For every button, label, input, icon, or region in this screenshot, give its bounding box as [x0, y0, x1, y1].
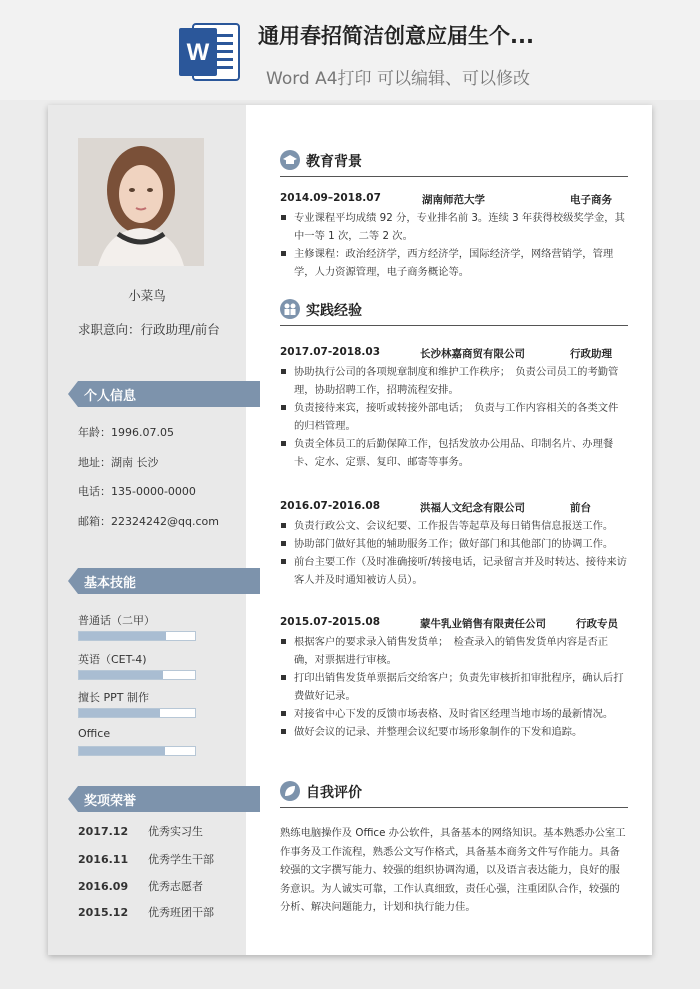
- award-name: 优秀志愿者: [148, 880, 203, 893]
- section-title-education: 教育背景: [306, 154, 362, 170]
- job-row: [280, 500, 628, 515]
- job-duty-list: [280, 517, 628, 589]
- leaf-icon: [280, 781, 300, 801]
- edu-period: 2014.09–2018.07: [280, 192, 381, 204]
- list-item: 对接省中心下发的反馈市场表格、及时省区经理当地市场的最新情况。: [280, 705, 628, 723]
- profile-photo: [78, 138, 204, 266]
- skill-fill: [79, 671, 163, 679]
- skill-name: Office: [78, 727, 111, 740]
- skill-fill: [79, 632, 166, 640]
- list-item: 负责全体员工的后勤保障工作，包括发放办公用品、印制名片、办理餐卡、定水、定票、复印、邮寄等事务。: [280, 435, 628, 471]
- section-header-experience: [280, 299, 628, 326]
- self-eval-text: 熟练电脑操作及 Office 办公软件，具备基本的网络知识。基本熟悉办公室工作事务及工作流程，熟悉公文写作格式，具备基本商务文件写作能力。具备较强的文字撰写能力、较强的组织协调沟通，以及语言表达能力，良好的服务意识。为人诚实可靠，工作认真细致，责任心强，注重团队合作，较强的分析、解决问题能力，计划和执行能力佳。: [280, 827, 626, 913]
- skill-name: 普通话（二甲）: [78, 614, 155, 627]
- list-item: 协助执行公司的各项规章制度和维护工作秩序； 负责公司员工的考勤管理，协助招聘工作，招聘流程安排。: [280, 363, 628, 399]
- job-role: 行政助理: [570, 348, 612, 360]
- skill-bar: [78, 708, 196, 718]
- word-logo-letter: W: [186, 39, 210, 66]
- job-period: 2016.07-2016.08: [280, 500, 381, 512]
- award-item: [78, 878, 203, 894]
- job-role: 前台: [570, 502, 591, 514]
- award-year: 2016.09: [78, 880, 129, 893]
- list-item: 做好会议的记录、并整理会议纪要市场形象制作的下发和追踪。: [280, 723, 628, 741]
- skill-item: [78, 651, 198, 680]
- edu-school: 湖南师范大学: [422, 194, 485, 206]
- section-header-self-eval: [280, 781, 628, 808]
- list-item: 负责接待来宾，接听或转接外部电话； 负责与工作内容相关的各类文件的归档管理。: [280, 399, 628, 435]
- info-address: 地址：湖南 长沙: [78, 456, 159, 469]
- section-title-awards: 奖项荣誉: [84, 794, 137, 809]
- award-name: 优秀班团干部: [148, 906, 214, 919]
- skill-item: [78, 689, 198, 718]
- edu-major: 电子商务: [570, 194, 612, 206]
- job-intent: 求职意向：行政助理/前台: [78, 322, 220, 337]
- job-role: 行政专员: [576, 618, 618, 630]
- section-ribbon-personal: [68, 381, 260, 407]
- skill-fill: [79, 709, 160, 717]
- job-duty-list: [280, 363, 628, 471]
- resume-page: [48, 105, 652, 955]
- section-ribbon-awards: [68, 786, 260, 812]
- graduation-cap-icon: [280, 150, 300, 170]
- list-item: 协助部门做好其他的辅助服务工作；做好部门和其他部门的协调工作。: [280, 535, 628, 553]
- education-list: [280, 209, 628, 281]
- education-row: [280, 192, 628, 207]
- award-year: 2016.11: [78, 853, 129, 866]
- award-name: 优秀实习生: [148, 825, 203, 838]
- award-year: 2015.12: [78, 906, 129, 919]
- document-subtitle: Word A4打印 可以编辑、可以修改: [266, 69, 530, 89]
- job-period: 2017.07-2018.03: [280, 346, 381, 358]
- award-item: [78, 904, 214, 920]
- award-year: 2017.12: [78, 825, 129, 838]
- people-icon: [280, 299, 300, 319]
- section-header-education: [280, 150, 628, 177]
- section-title-self-eval: 自我评价: [306, 785, 362, 801]
- section-title-experience: 实践经验: [306, 303, 362, 319]
- job-period: 2015.07-2015.08: [280, 616, 381, 628]
- list-item: 前台主要工作（及时准确接听/转接电话，记录留言并及时转达、接待来访客人并及时通知被访人员）。: [280, 553, 628, 589]
- document-title: 通用春招简洁创意应届生个...: [258, 24, 534, 48]
- section-title-skills: 基本技能: [84, 576, 137, 591]
- skill-name: 英语（CET-4): [78, 653, 147, 666]
- document-header: [0, 0, 700, 100]
- skill-item: [78, 727, 198, 756]
- list-item: 打印出销售发货单票据后交给客户；负责先审核折扣审批程序，确认后打费做好记录。: [280, 669, 628, 705]
- info-phone: 电话：135-0000-0000: [78, 485, 196, 498]
- job-row: [280, 346, 628, 361]
- skill-item: [78, 612, 198, 641]
- list-item: 主修课程：政治经济学，西方经济学，国际经济学，网络营销学，管理学，人力资源管理，电子商务概论等。: [280, 245, 628, 281]
- award-name: 优秀学生干部: [148, 853, 214, 866]
- skill-fill: [79, 747, 165, 755]
- job-duty-list: [280, 633, 628, 741]
- job-company: 洪福人文纪念有限公司: [420, 502, 525, 514]
- list-item: 专业课程平均成绩 92 分，专业排名前 3。连续 3 年获得校级奖学金，其中一等 1 次，二等 2 次。: [280, 209, 628, 245]
- skill-name: 擅长 PPT 制作: [78, 691, 149, 704]
- skill-bar: [78, 670, 196, 680]
- list-item: 负责行政公文、会议纪要、工作报告等起草及每日销售信息报送工作。: [280, 517, 628, 535]
- job-company: 蒙牛乳业销售有限责任公司: [420, 618, 546, 630]
- word-icon: [175, 18, 243, 86]
- skill-bar: [78, 631, 196, 641]
- section-title-personal: 个人信息: [84, 389, 137, 404]
- award-item: [78, 851, 214, 867]
- skill-bar: [78, 746, 196, 756]
- info-age: 年龄：1996.07.05: [78, 426, 174, 439]
- resume-sidebar: [48, 105, 246, 955]
- info-email: 邮箱：22324242@qq.com: [78, 515, 219, 528]
- job-company: 长沙林嘉商贸有限公司: [420, 348, 525, 360]
- list-item: 根据客户的要求录入销售发货单； 检查录入的销售发货单内容是否正确，对票据进行审核。: [280, 633, 628, 669]
- profile-name: 小菜鸟: [128, 288, 166, 303]
- award-item: [78, 823, 203, 839]
- section-ribbon-skills: [68, 568, 260, 594]
- job-row: [280, 616, 628, 631]
